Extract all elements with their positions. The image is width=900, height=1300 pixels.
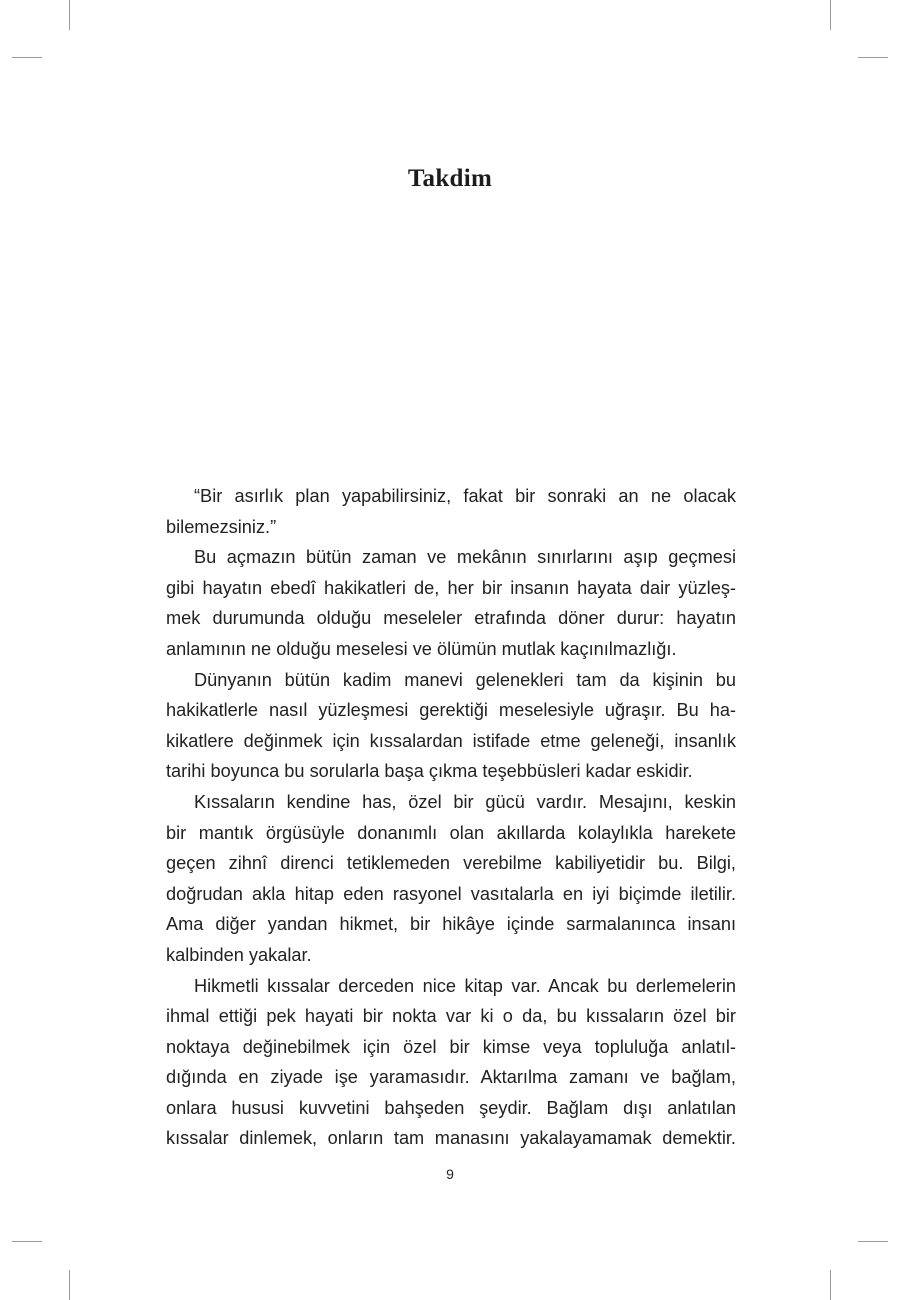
crop-mark (12, 1241, 42, 1242)
text-line: Dünyanın bütün kadim manevi gelenekleri tam da kişinin bu (194, 669, 736, 690)
text-line: Hikmetli kıssalar derceden nice kitap var. Ancak bu derlemelerin (194, 975, 736, 996)
text-line: doğrudan akla hitap eden rasyonel vasıtalarla en iyi biçimde iletilir. (166, 883, 736, 904)
text-line: Ama diğer yandan hikmet, bir hikâye içinde sarmalanınca insanı (166, 914, 736, 935)
text-line: Kıssaların kendine has, özel bir gücü vardır. Mesajını, keskin (194, 791, 736, 812)
crop-mark (69, 1270, 70, 1300)
text-line: dığında en ziyade işe yaramasıdır. Aktarılma zamanı ve bağlam, (166, 1067, 736, 1088)
text-line: anlamının ne olduğu meselesi ve ölümün mutlak kaçınılmazlığı. (166, 638, 677, 659)
page-title: Takdim (407, 165, 493, 192)
text-line: kikatlere değinmek için kıssalardan istifade etme geleneği, insanlık (166, 730, 736, 751)
crop-mark (830, 0, 831, 30)
crop-mark (12, 57, 42, 58)
crop-mark (69, 0, 70, 30)
paragraph (166, 787, 736, 971)
text-line: geçen zihnî direnci tetiklemeden verebilme kabiliyetidir bu. Bilgi, (166, 853, 736, 874)
text-line: noktaya değinebilmek için özel bir kimse veya topluluğa anlatıl- (166, 1036, 736, 1057)
paragraph (166, 542, 736, 664)
text-line: bilemezsiniz.” (166, 516, 277, 537)
text-line: bir mantık örgüsüyle donanımlı olan akıllarda kolaylıkla harekete (166, 822, 736, 843)
paragraph (166, 665, 736, 787)
text-line: gibi hayatın ebedî hakikatleri de, her bir insanın hayata dair yüzleş- (166, 577, 736, 598)
text-line: ihmal ettiği pek hayati bir nokta var ki o da, bu kıssaların özel bir (166, 1006, 736, 1027)
body-text (166, 481, 736, 1154)
text-line: onlara hususi kuvvetini bahşeden şeydir. Bağlam dışı anlatılan (166, 1097, 736, 1118)
text-line: Bu açmazın bütün zaman ve mekânın sınırlarını aşıp geçmesi (194, 547, 736, 568)
text-line: tarihi boyunca bu sorularla başa çıkma teşebbüsleri kadar eskidir. (166, 761, 693, 782)
page-number: 9 (446, 1166, 454, 1182)
text-line: “Bir asırlık plan yapabilirsiniz, fakat bir sonraki an ne olacak (194, 486, 736, 506)
text-line: kalbinden yakalar. (166, 944, 312, 965)
text-line: kıssalar dinlemek, onların tam manasını yakalayamamak demektir. (166, 1128, 736, 1149)
crop-mark (858, 1241, 888, 1242)
crop-mark (830, 1270, 831, 1300)
paragraph (166, 481, 736, 542)
paragraph (166, 971, 736, 1155)
crop-mark (858, 57, 888, 58)
text-line: hakikatlerle nasıl yüzleşmesi gerektiği meselesiyle uğraşır. Bu ha- (166, 700, 736, 721)
text-line: mek durumunda olduğu meseleler etrafında döner durur: hayatın (166, 608, 736, 629)
